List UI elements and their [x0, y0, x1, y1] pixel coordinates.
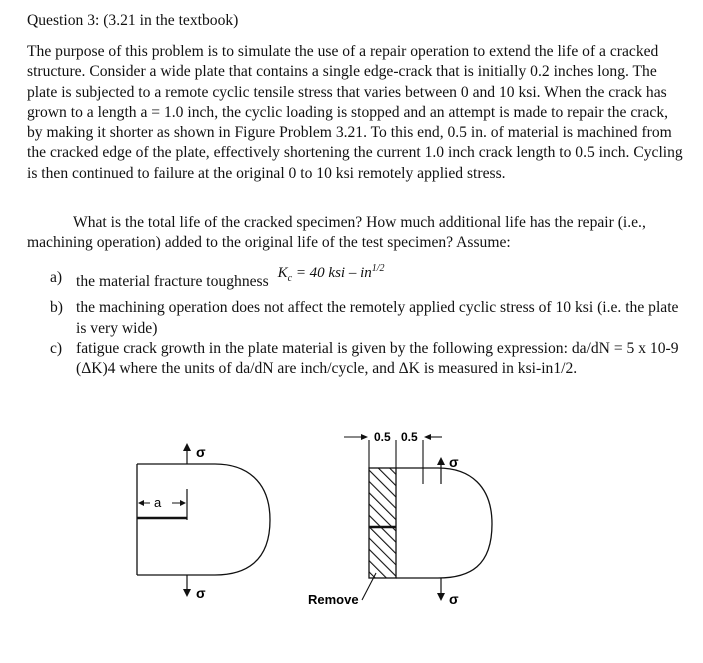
left-sigma-top: σ — [196, 444, 206, 460]
original-specimen — [137, 443, 270, 601]
right-sigma-top: σ — [449, 454, 459, 470]
crack-dim-arrowhead-left — [138, 500, 144, 506]
list-marker: b) — [50, 299, 63, 317]
left-plate-outline — [137, 464, 270, 575]
assumption-text: the machining operation does not affect the remotely applied cyclic stress of 10 ksi (i.e. the plate is very wide) — [76, 299, 679, 337]
right-sigma-bottom: σ — [449, 591, 459, 607]
left-stress-arrow-down-icon — [183, 589, 191, 597]
repaired-specimen — [308, 430, 492, 607]
question-text: What is the total life of the cracked specimen? How much additional life has the repair (i.e., machining operation) added to the original life of the test specimen? Assume: — [27, 214, 646, 252]
k-symbol: K — [277, 265, 288, 281]
assumption-text: the material fracture toughness — [76, 273, 269, 290]
left-stress-arrow-up-icon — [183, 443, 191, 451]
dim-arrowhead-right — [424, 434, 431, 440]
question-heading: Question 3: (3.21 in the textbook) — [27, 12, 239, 29]
crack-dim-arrowhead-right — [180, 500, 186, 506]
assumption-text: fatigue crack growth in the plate material is given by the following expression: da/dN = 5 x 10-9 (ΔK)4 where the units of da/dN are inch/cycle, and ΔK is measured in ksi-in1/2. — [76, 339, 679, 378]
k-value: = 40 ksi – in — [295, 265, 372, 281]
right-plate-outline — [396, 468, 492, 578]
k-subscript: c — [287, 273, 293, 284]
dim-label-right: 0.5 — [401, 430, 418, 444]
problem-paragraph: The purpose of this problem is to simulate the use of a repair operation to extend the life of a cracked structure. Consider a wide plate that contains a single edge-crack that is initially 0.2 inches long. The plate is subjected to a remote cyclic tensile stress that varies between 0 and 10 ksi. When the crack has grown to a length a = 1.0 inch, the cyclic loading is stopped and an attempt is made to repair the crack, by making it shorter as shown in Figure Problem 3.21. To this end, 0.5 in. of material is machined from the cracked edge of the plate, effectively shortening the current 1.0 inch crack length to 0.5 inch. Cycling is then continued to failure at the original 0 to 10 ksi remotely applied stress. — [27, 43, 683, 182]
removed-material-hatch — [369, 468, 396, 578]
left-sigma-bottom: σ — [196, 585, 206, 601]
dim-label-left: 0.5 — [374, 430, 391, 444]
remove-label: Remove — [308, 592, 359, 607]
list-marker: c) — [50, 339, 63, 357]
k-exponent: 1/2 — [371, 263, 385, 274]
list-marker: a) — [50, 269, 63, 286]
right-stress-arrow-down-icon — [437, 593, 445, 601]
dim-arrowhead-left — [361, 434, 368, 440]
right-stress-arrow-up-icon — [437, 457, 445, 465]
crack-label: a — [154, 495, 162, 510]
